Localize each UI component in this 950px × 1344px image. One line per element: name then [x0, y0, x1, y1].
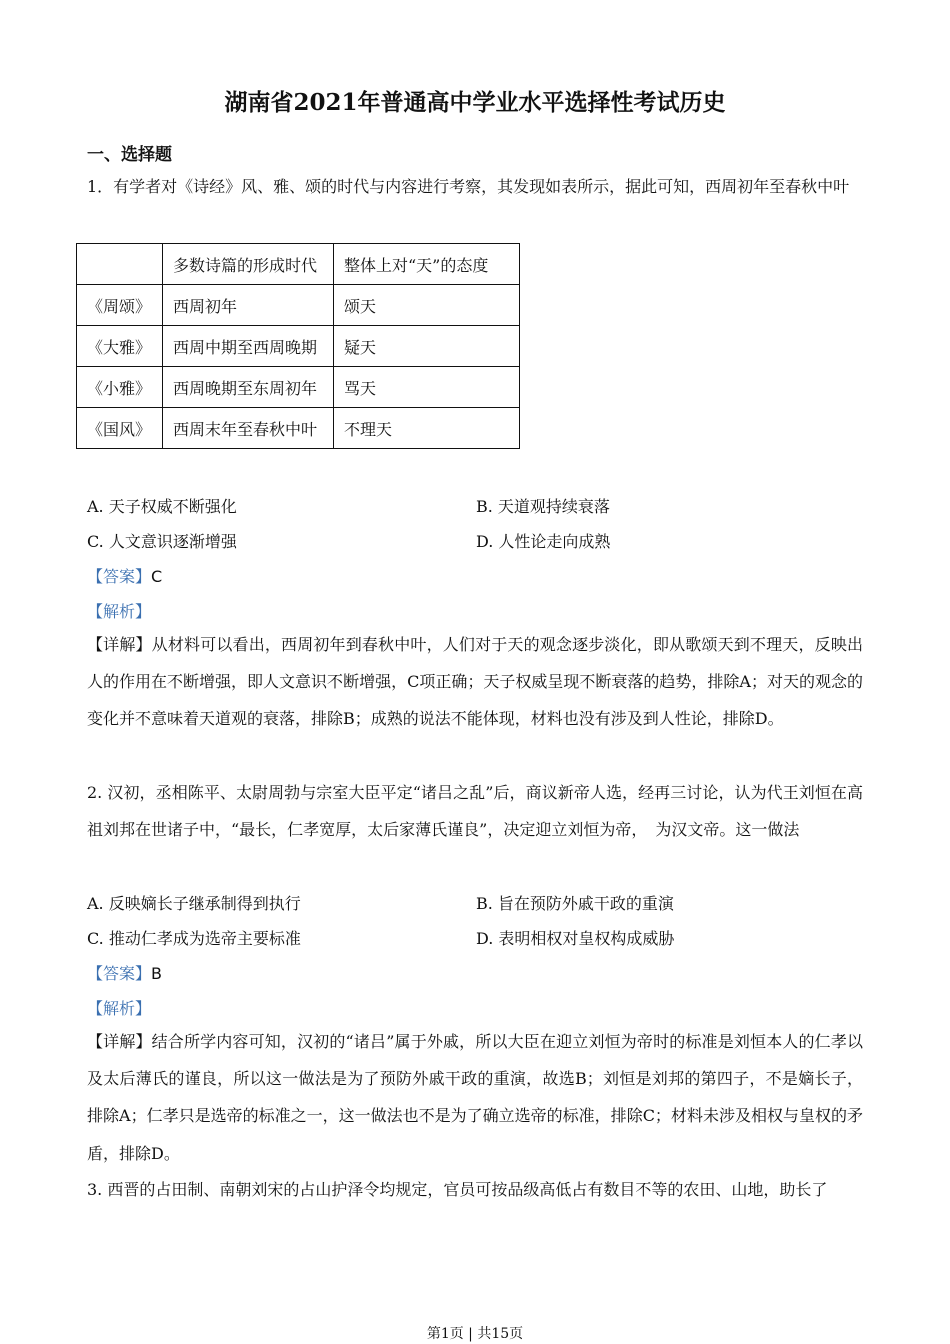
question-1-stem: 1．有学者对《诗经》风、雅、颂的时代与内容进行考察，其发现如表所示，据此可知，西周初年至春秋中叶 — [87, 177, 850, 196]
answer-line — [87, 564, 162, 587]
section-heading: 一、选择题 — [87, 145, 172, 165]
table-header — [77, 244, 163, 285]
analysis-label: 【解析】 — [87, 602, 152, 621]
table-cell: 《小雅》 — [77, 367, 163, 408]
table-cell: 西周中期至西周晚期 — [163, 326, 334, 367]
poetry-table — [76, 243, 520, 449]
table-cell: 疑天 — [334, 326, 520, 367]
table-row — [77, 326, 520, 367]
table-cell: 《大雅》 — [77, 326, 163, 367]
table-cell: 骂天 — [334, 367, 520, 408]
option-b: B. 天道观持续衰落 — [476, 497, 610, 516]
question-1-detail: 【详解】从材料可以看出，西周初年到春秋中叶，人们对于天的观念逐步淡化，即从歌颂天到不理天，反映出人的作用在不断增强，即人文意识不断增强，C项正确；天子权威呈现不断衰落的趋势，排除A；对天的观念的变化并不意味着天道观的衰落，排除B；成熟的说法不能体现，材料也没有涉及到人性论，排除D。 — [87, 635, 863, 729]
answer-value: B — [151, 964, 162, 983]
table-row — [77, 408, 520, 449]
table-header-row — [77, 244, 520, 285]
table-header: 多数诗篇的形成时代 — [163, 244, 334, 285]
answer-label: 【答案】 — [87, 964, 152, 983]
question-2-stem: 2. 汉初，丞相陈平、太尉周勃与宗室大臣平定“诸吕之乱”后，商议新帝人选，经再三讨论，认为代王刘恒在高祖刘邦在世诸子中，“最长，仁孝宽厚，太后家薄氏谨良”，决定迎立刘恒为帝， 为汉文帝。这一做法 — [87, 783, 863, 840]
table-cell: 《国风》 — [77, 408, 163, 449]
answer-line — [87, 961, 162, 984]
table-cell: 西周初年 — [163, 285, 334, 326]
table-cell: 不理天 — [334, 408, 520, 449]
option-d: D. 表明相权对皇权构成威胁 — [476, 929, 675, 948]
question-3-stem: 3. 西晋的占田制、南朝刘宋的占山护泽令均规定，官员可按品级高低占有数目不等的农田、山地，助长了 — [87, 1180, 828, 1199]
answer-value: C — [151, 567, 163, 586]
option-b: B. 旨在预防外戚干政的重演 — [476, 894, 674, 913]
page-footer: 第1页 | 共15页 — [426, 1326, 524, 1342]
option-a: A. 天子权威不断强化 — [87, 497, 237, 516]
table-row — [77, 285, 520, 326]
table-cell: 西周晚期至东周初年 — [163, 367, 334, 408]
table-cell: 颂天 — [334, 285, 520, 326]
question-2-detail: 【详解】结合所学内容可知，汉初的“诸吕”属于外戚，所以大臣在迎立刘恒为帝时的标准是刘恒本人的仁孝以及太后薄氏的谨良，所以这一做法是为了预防外戚干政的重演，故选B；刘恒是刘邦的第四子，不是嫡长子，排除A；仁孝只是选帝的标准之一，这一做法也不是为了确立选帝的标准，排除C；材料未涉及相权与皇权的矛盾，排除D。 — [87, 1032, 863, 1163]
table-cell: 《周颂》 — [77, 285, 163, 326]
table-row — [77, 367, 520, 408]
answer-label: 【答案】 — [87, 567, 152, 586]
analysis-label: 【解析】 — [87, 999, 152, 1018]
option-d: D. 人性论走向成熟 — [476, 532, 611, 551]
table-cell: 西周末年至春秋中叶 — [163, 408, 334, 449]
option-c: C. 推动仁孝成为选帝主要标准 — [87, 929, 301, 948]
option-c: C. 人文意识逐渐增强 — [87, 532, 237, 551]
table-header: 整体上对“天”的态度 — [334, 244, 520, 285]
page-title: 湖南省2021年普通高中学业水平选择性考试历史 — [224, 89, 726, 116]
option-a: A. 反映嫡长子继承制得到执行 — [87, 894, 301, 913]
